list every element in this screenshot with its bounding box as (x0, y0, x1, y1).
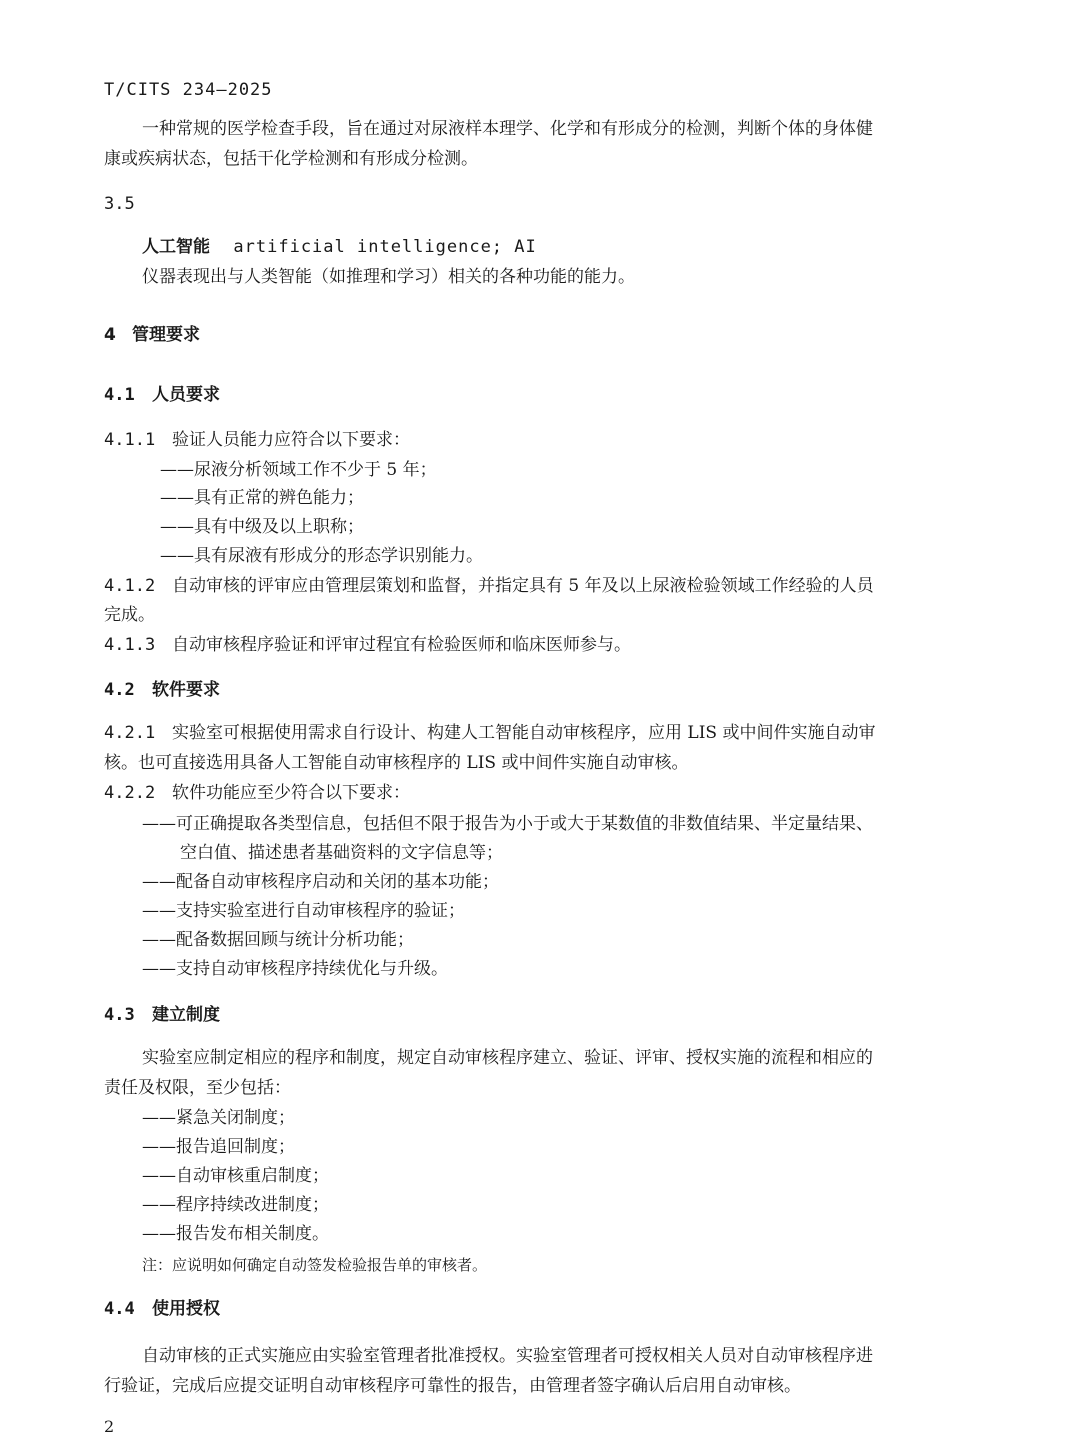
section-title: 管理要求 (132, 325, 200, 345)
section-number: 4 (104, 325, 116, 345)
clause-text: 验证人员能力应符合以下要求： (172, 430, 410, 450)
clause-number: 4.1.2 (104, 576, 156, 596)
paragraph-line: 自动审核的正式实施应由实验室管理者批准授权。实验室管理者可授权相关人员对自动审核程序进 (142, 1346, 873, 1366)
paragraph-line: 责任及权限，至少包括： (104, 1078, 291, 1098)
section-title: 建立制度 (152, 1005, 220, 1025)
list-item: ——自动审核重启制度； (142, 1166, 329, 1186)
page-number: 2 (104, 1417, 115, 1436)
list-item: ——具有中级及以上职称； (160, 517, 364, 537)
list-item: ——配备自动审核程序启动和关闭的基本功能； (142, 872, 499, 892)
section-number: 4.4 (104, 1299, 135, 1319)
section-number: 4.3 (104, 1005, 135, 1025)
term-definition: 仪器表现出与人类智能（如推理和学习）相关的各种功能的能力。 (142, 267, 635, 287)
clause-text: 自动审核的评审应由管理层策划和监督，并指定具有 5 年及以上尿液检验领域工作经验的人员 (172, 576, 874, 596)
paragraph-line: 实验室应制定相应的程序和制度，规定自动审核程序建立、验证、评审、授权实施的流程和相应的 (142, 1048, 873, 1068)
list-item: ——可正确提取各类型信息，包括但不限于报告为小于或大于某数值的非数值结果、半定量结果、 (142, 814, 873, 834)
term-english: artificial intelligence; AI (233, 237, 537, 257)
clause-text: 实验室可根据使用需求自行设计、构建人工智能自动审核程序，应用 LIS 或中间件实施自动审 (172, 723, 876, 743)
list-item: ——支持自动审核程序持续优化与升级。 (142, 959, 448, 979)
note: 注：应说明如何确定自动签发检验报告单的审核者。 (142, 1256, 488, 1274)
clause-text: 自动审核程序验证和评审过程宜有检验医师和临床医师参与。 (172, 635, 631, 655)
list-item: ——具有尿液有形成分的形态学识别能力。 (160, 546, 483, 566)
list-item: ——报告发布相关制度。 (142, 1224, 329, 1244)
clause-text: 软件功能应至少符合以下要求： (172, 783, 410, 803)
section-title: 人员要求 (152, 385, 220, 405)
clause-4-2-2 (104, 782, 410, 804)
clause-number: 4.2.2 (104, 783, 156, 803)
clause-4-2-1 (104, 722, 875, 744)
list-item: ——程序持续改进制度； (142, 1195, 329, 1215)
list-item-continued: 空白值、描述患者基础资料的文字信息等； (180, 843, 503, 863)
section-heading-4-3 (104, 1004, 220, 1026)
clause-text-continued: 完成。 (104, 605, 155, 625)
paragraph-line: 一种常规的医学检查手段，旨在通过对尿液样本理学、化学和有形成分的检测，判断个体的身体健 (142, 119, 873, 139)
list-item: ——紧急关闭制度； (142, 1108, 295, 1128)
list-item: ——具有正常的辨色能力； (160, 488, 364, 508)
clause-4-1-3 (104, 634, 631, 656)
paragraph-line: 行验证，完成后应提交证明自动审核程序可靠性的报告，由管理者签字确认后启用自动审核。 (104, 1376, 801, 1396)
section-heading-4 (104, 324, 200, 346)
term-chinese: 人工智能 (142, 237, 210, 257)
section-title: 软件要求 (152, 680, 220, 700)
list-item: ——尿液分析领域工作不少于 5 年； (160, 460, 437, 480)
clause-number: 4.2.1 (104, 723, 156, 743)
section-title: 使用授权 (152, 1299, 220, 1319)
list-item: ——配备数据回顾与统计分析功能； (142, 930, 414, 950)
section-number: 4.1 (104, 385, 135, 405)
paragraph-line: 康或疾病状态，包括干化学检测和有形成分检测。 (104, 149, 478, 169)
term-number: 3.5 (104, 194, 135, 214)
clause-text-continued: 核。也可直接选用具备人工智能自动审核程序的 LIS 或中间件实施自动审核。 (104, 753, 689, 773)
clause-4-1-1 (104, 429, 410, 451)
term-entry (142, 236, 537, 258)
list-item: ——报告追回制度； (142, 1137, 295, 1157)
section-heading-4-1 (104, 384, 220, 406)
clause-number: 4.1.1 (104, 430, 156, 450)
clause-number: 4.1.3 (104, 635, 156, 655)
section-heading-4-2 (104, 679, 220, 701)
list-item: ——支持实验室进行自动审核程序的验证； (142, 901, 465, 921)
document-id: T/CITS 234—2025 (104, 80, 273, 100)
clause-4-1-2 (104, 575, 874, 597)
section-heading-4-4 (104, 1298, 220, 1320)
section-number: 4.2 (104, 680, 135, 700)
